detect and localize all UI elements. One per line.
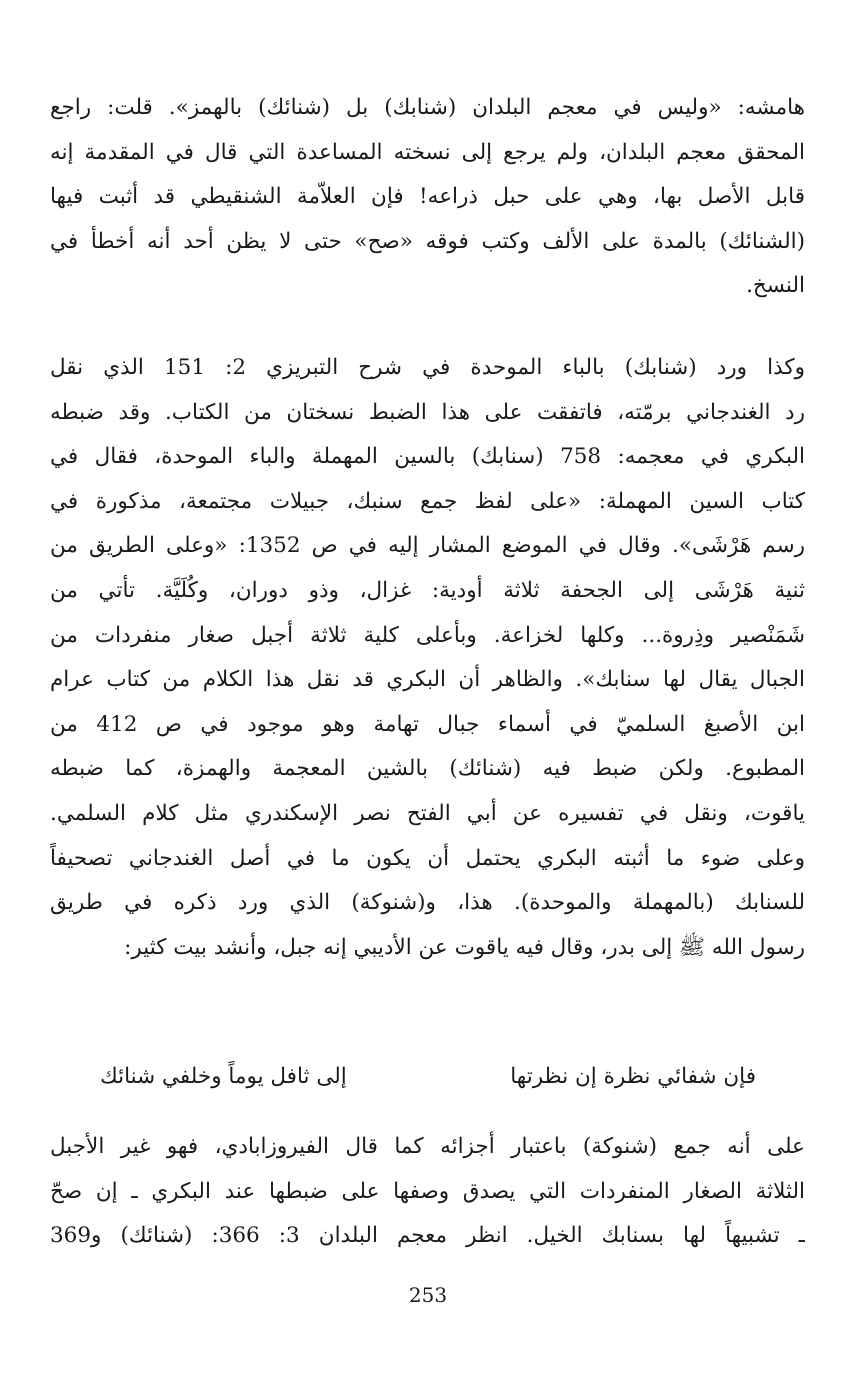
text-line: كتاب السين المهملة: «على لفظ جمع سنبك، جبيلات مجتمعة، مذكورة في <box>50 488 805 514</box>
text-line: الجبال يقال لها سنابك». والظاهر أن البكري قد نقل هذا الكلام من كتاب عرام <box>50 667 805 693</box>
text-line: رسم هَرْشَى». وقال في الموضع المشار إليه في ص 1352: «وعلى الطريق من <box>50 533 805 559</box>
page-number: 253 <box>408 1283 448 1307</box>
text-line: رسول الله ﷺ إلى بدر، وقال فيه ياقوت عن الأديبي إنه جبل، وأنشد بيت كثير: <box>124 934 805 960</box>
text-line: المحقق معجم البلدان، ولم يرجع إلى نسخته المساعدة التي قال في المقدمة إنه <box>50 139 805 165</box>
text-line: ـ تشبيهاً لها بسنابك الخيل. انظر معجم البلدان 3: 366: (شنائك) و369 <box>50 1223 805 1249</box>
text-line: للسنابك (بالمهملة والموحدة). هذا، و(شنوكة) الذي ورد ذكره في طريق <box>50 890 805 916</box>
verse-first-hemistich: فإن شفائي نظرة إن نظرتها <box>510 1064 756 1089</box>
text-line: وعلى ضوء ما أثبته البكري يحتمل أن يكون ما في أصل الغندجاني تصحيفاً <box>50 845 805 871</box>
text-line: النسخ. <box>746 273 805 299</box>
text-line: شَمَنْصير وذِروة... وكلها لخزاعة. وبأعلى كلية ثلاثة أجبل صغار منفردات من <box>50 622 805 648</box>
poetry-verse <box>100 1055 756 1099</box>
footnote-continuation-paragraph <box>50 86 805 309</box>
text-line: ثنية هَرْشَى إلى الجحفة ثلاثة أودية: غزال، وذو دوران، وكُلَيَّة. تأتي من <box>50 577 805 603</box>
text-line: البكري في معجمه: 758 (سنابك) بالسين المهملة والباء الموحدة، فقال في <box>50 444 805 470</box>
text-line: الثلاثة الصغار المنفردات التي يصدق وصفها على ضبطها عند البكري ـ إن صحّ <box>50 1178 805 1204</box>
text-line: ياقوت، ونقل في تفسيره عن أبي الفتح نصر الإسكندري مثل كلام السلمي. <box>50 800 805 826</box>
text-line: وكذا ورد (شنابك) بالباء الموحدة في شرح التبريزي 2: 151 الذي نقل <box>50 355 805 380</box>
text-line: ابن الأصبغ السلميّ في أسماء جبال تهامة وهو موجود في ص 412 من <box>50 711 805 737</box>
text-line: هامشه: «وليس في معجم البلدان (شنابك) بل (شنائك) بالهمز». قلت: راجع <box>50 95 805 120</box>
text-line: المطبوع. ولكن ضبط فيه (شنائك) بالشين المعجمة والهمزة، كما ضبطه <box>50 756 805 782</box>
closing-paragraph <box>50 1125 805 1259</box>
text-line: (الشنائك) بالمدة على الألف وكتب فوقه «صح» حتى لا يظن أحد أنه أخطأ في <box>50 228 805 254</box>
main-paragraph <box>50 346 805 970</box>
text-line: قابل الأصل بها، وهي على حبل ذراعه! فإن العلاّمة الشنقيطي قد أثبت فيها <box>50 184 805 210</box>
text-line: على أنه جمع (شنوكة) باعتبار أجزائه كما قال الفيروزابادي، فهو غير الأجبل <box>50 1134 805 1159</box>
verse-second-hemistich: إلى ثافل يوماً وخلفي شنائك <box>100 1064 347 1089</box>
text-line: رد الغندجاني برمّته، فاتفقت على هذا الضبط نسختان من الكتاب. وقد ضبطه <box>50 399 805 425</box>
